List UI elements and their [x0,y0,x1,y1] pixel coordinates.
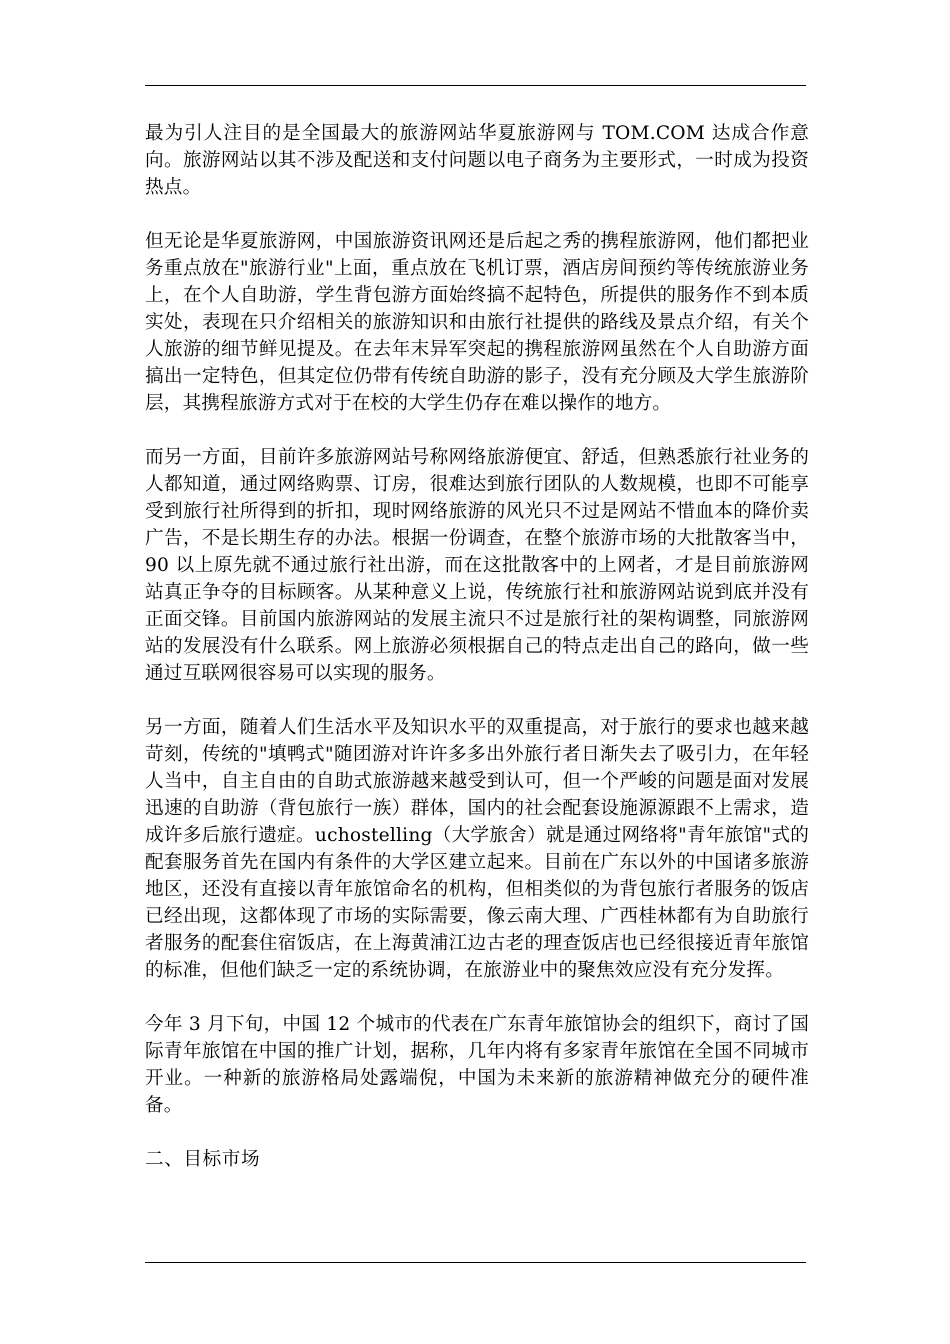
document-body [145,120,809,1173]
paragraph-1: 最为引人注目的是全国最大的旅游网站华夏旅游网与 TOM.COM 达成合作意向。旅游网站以其不涉及配送和支付问题以电子商务为主要形式，一时成为投资热点。 [145,123,809,198]
header-rule [145,85,806,86]
paragraph-5: 今年 3 月下旬，中国 12 个城市的代表在广东青年旅馆协会的组织下，商讨了国际青年旅馆在中国的推广计划，据称，几年内将有多家青年旅馆在全国不同城市开业。一种新的旅游格局处露端倪，中国为未来新的旅游精神做充分的硬件准备。 [145,1014,809,1116]
paragraph-4: 另一方面，随着人们生活水平及知识水平的双重提高，对于旅行的要求也越来越苛刻，传统的"填鸭式"随团游对许许多多出外旅行者日渐失去了吸引力，在年轻人当中，自主自由的自助式旅游越来越受到认可，但一个严峻的问题是面对发展迅速的自助游（背包旅行一族）群体，国内的社会配套设施源源跟不上需求，造成许多后旅行遗症。uchostelling（大学旅舍）就是通过网络将"青年旅馆"式的配套服务首先在国内有条件的大学区建立起来。目前在广东以外的中国诸多旅游地区，还没有直接以青年旅馆命名的机构，但相类似的为背包旅行者服务的饭店已经出现，这都体现了市场的实际需要，像云南大理、广西桂林都有为自助旅行者服务的配套住宿饭店，在上海黄浦江边古老的理查饭店也已经很接近青年旅馆的标准，但他们缺乏一定的系统协调，在旅游业中的聚焦效应没有充分发挥。 [145,717,809,981]
paragraph-2: 但无论是华夏旅游网，中国旅游资讯网还是后起之秀的携程旅游网，他们都把业务重点放在"旅游行业"上面，重点放在飞机订票，酒店房间预约等传统旅游业务上，在个人自助游，学生背包游方面始终搞不起特色，所提供的服务作不到本质实处，表现在只介绍相关的旅游知识和由旅行社提供的路线及景点介绍，有关个人旅游的细节鲜见提及。在去年末异军突起的携程旅游网虽然在个人自助游方面搞出一定特色，但其定位仍带有传统自助游的影子，没有充分顾及大学生旅游阶层，其携程旅游方式对于在校的大学生仍存在难以操作的地方。 [145,231,809,414]
paragraph-3: 而另一方面，目前许多旅游网站号称网络旅游便宜、舒适，但熟悉旅行社业务的人都知道，通过网络购票、订房，很难达到旅行团队的人数规模，也即不可能享受到旅行社所得到的折扣，现时网络旅游的风光只不过是网站不惜血本的降价卖广告，不是长期生存的办法。根据一份调查，在整个旅游市场的大批散客当中，90 以上原先就不通过旅行社出游，而在这批散客中的上网者，才是目前旅游网站真正争夺的目标顾客。从某种意义上说，传统旅行社和旅游网站说到底并没有正面交锋。目前国内旅游网站的发展主流只不过是旅行社的架构调整，同旅游网站的发展没有什么联系。网上旅游必须根据自己的特点走出自己的路向，做一些通过互联网很容易可以实现的服务。 [145,447,809,684]
footer-rule [145,1262,806,1263]
section-heading: 二、目标市场 [145,1149,261,1170]
